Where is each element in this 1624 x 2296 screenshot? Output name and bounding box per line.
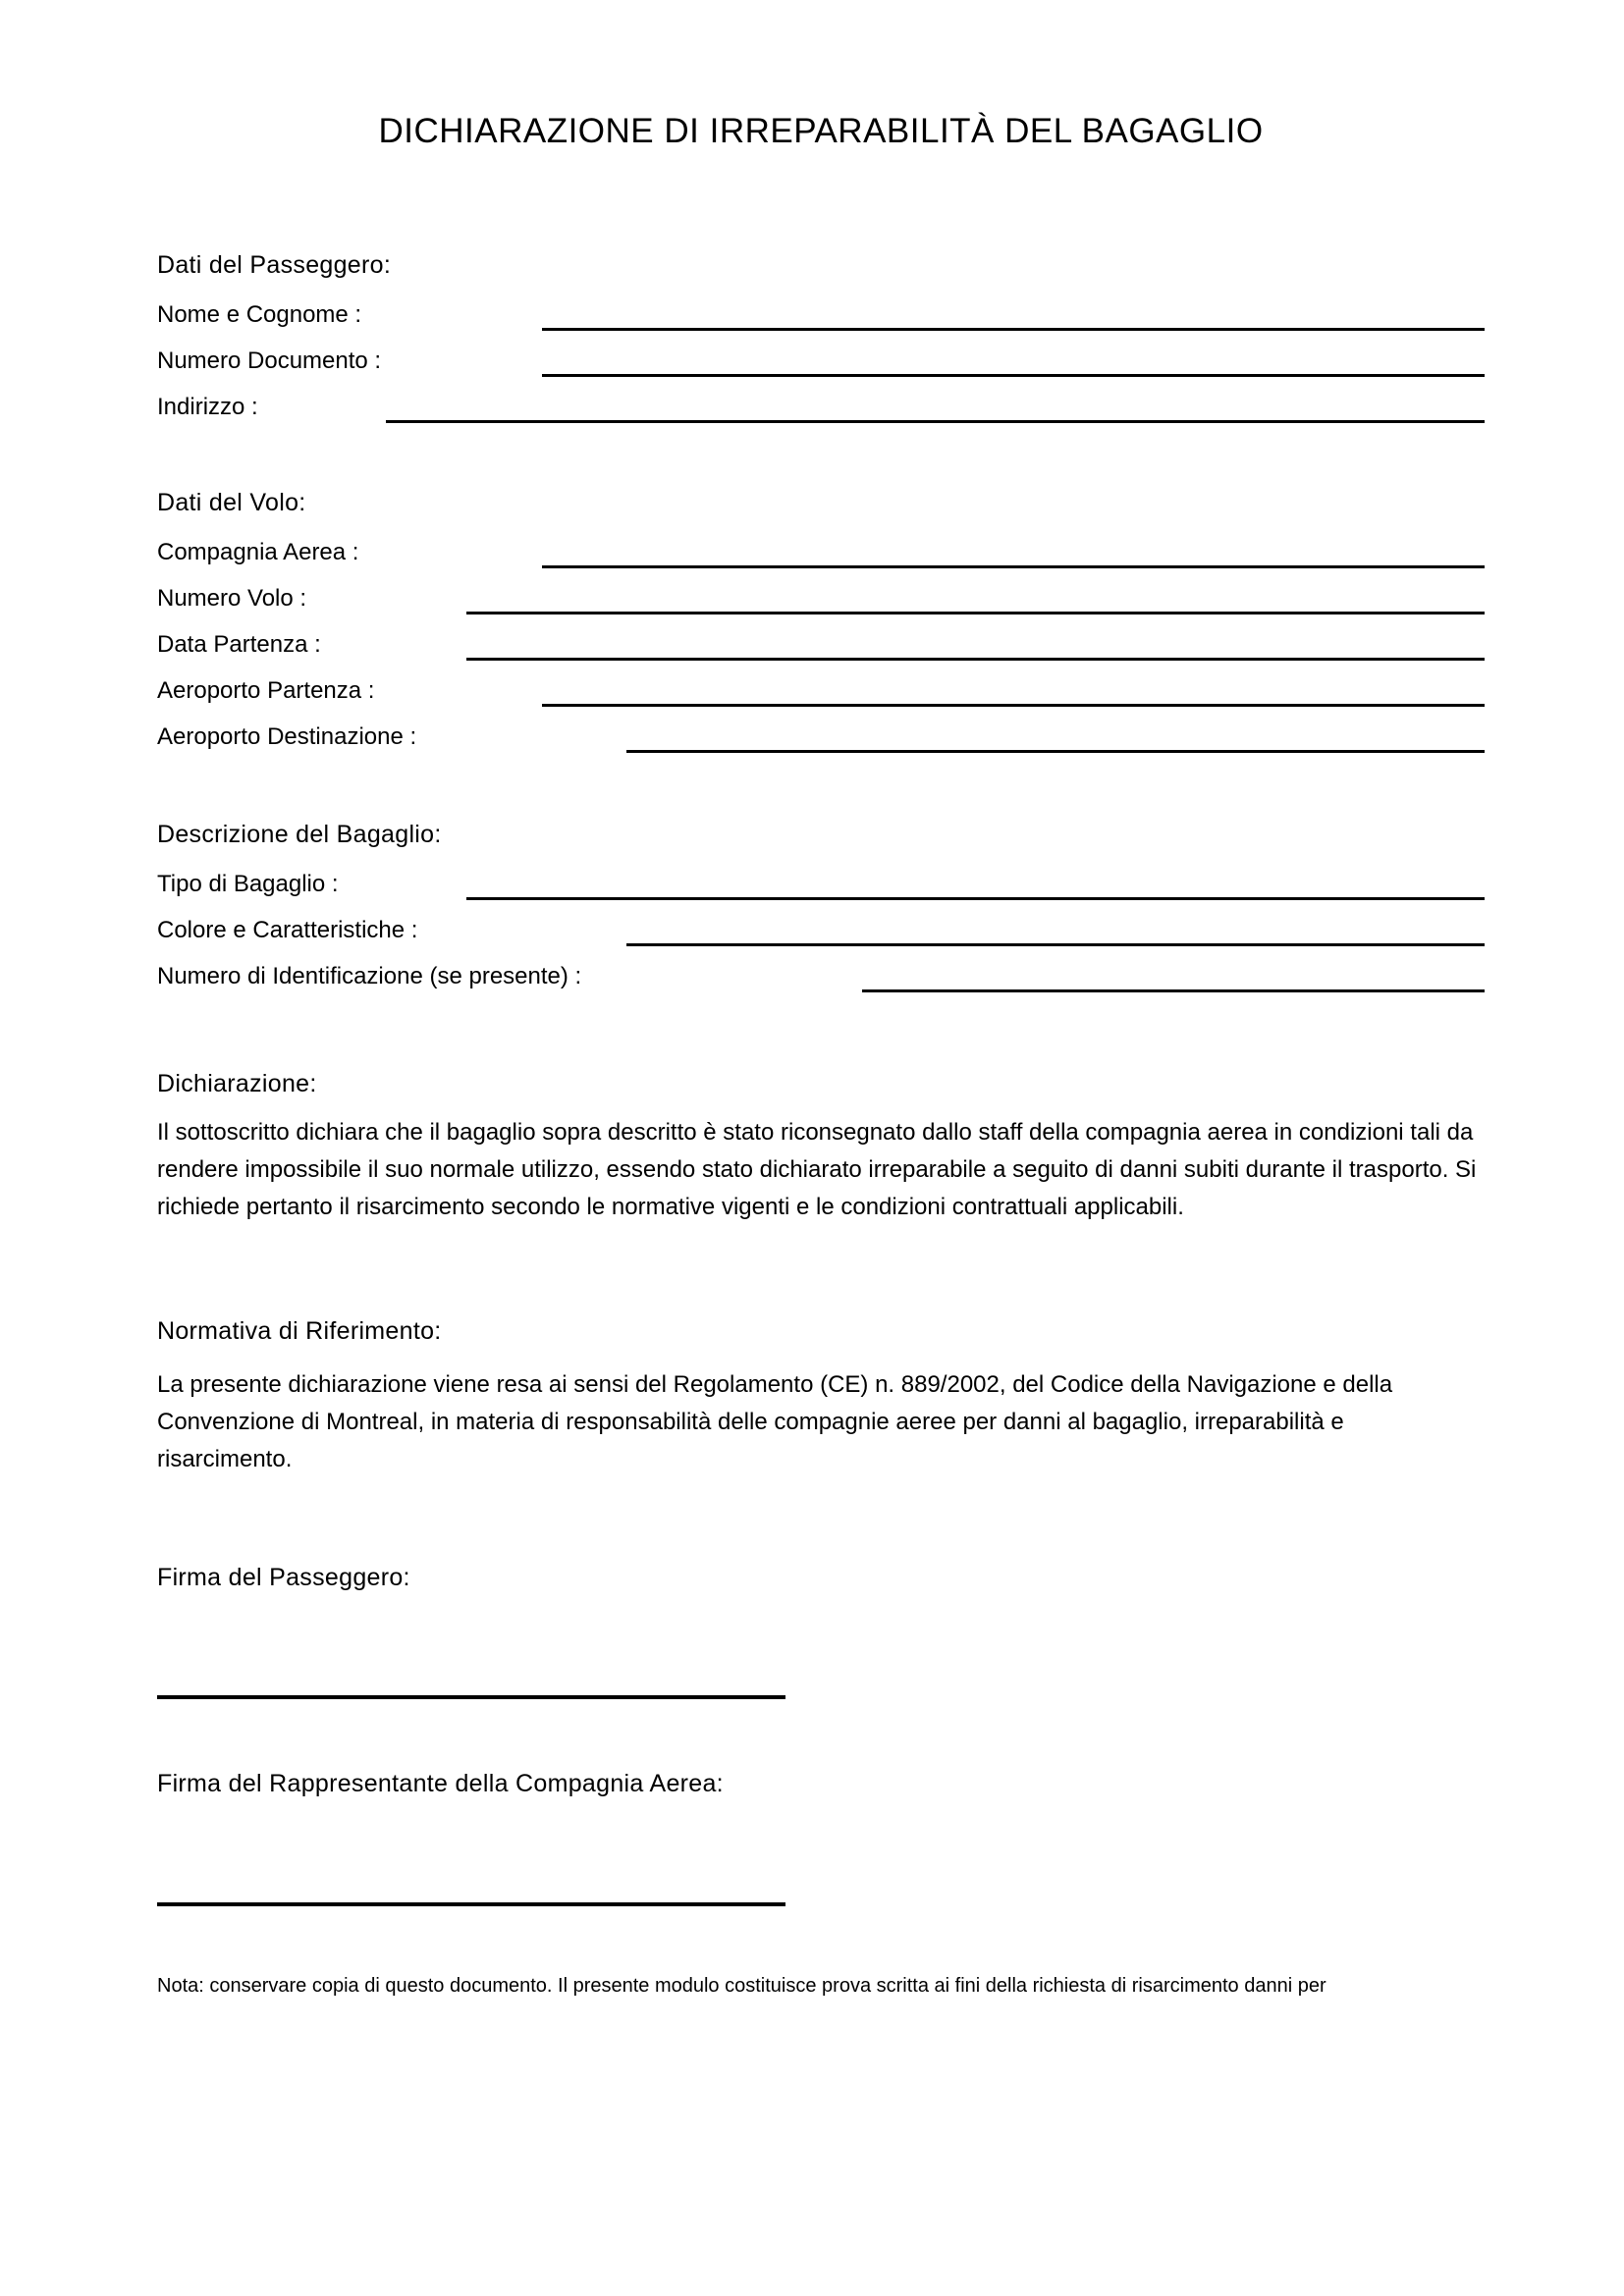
flight-fields [157,522,1485,753]
field-input-line-aeroporto-destinazione[interactable] [626,750,1485,753]
field-label-numero-volo: Numero Volo : [157,585,307,612]
form-field-row-numero-documento [157,331,1485,377]
section-heading-passenger-signature: Firma del Passeggero: [157,1564,410,1591]
form-field-row-tipo-bagaglio [157,854,1485,900]
form-field-row-numero-identificazione [157,946,1485,992]
form-field-row-colore-caratteristiche [157,900,1485,946]
field-label-colore-caratteristiche: Colore e Caratteristiche : [157,917,418,943]
field-input-line-numero-identificazione[interactable] [862,989,1485,992]
section-heading-airline-signature: Firma del Rappresentante della Compagnia Aerea: [157,1770,724,1797]
field-label-aeroporto-destinazione: Aeroporto Destinazione : [157,723,417,750]
passenger-fields [157,285,1485,423]
section-heading-passenger: Dati del Passeggero: [157,251,392,279]
field-label-indirizzo: Indirizzo : [157,394,258,420]
section-passenger-signature [157,1564,1485,1699]
section-heading-declaration: Dichiarazione: [157,1070,317,1097]
airline-signature-line[interactable] [157,1902,785,1906]
form-field-row-aeroporto-partenza [157,661,1485,707]
form-field-row-numero-volo [157,568,1485,614]
field-label-numero-documento: Numero Documento : [157,347,382,374]
document-title: DICHIARAZIONE DI IRREPARABILITÀ DEL BAGAGLIO [378,112,1264,150]
field-label-compagnia-aerea: Compagnia Aerea : [157,539,359,565]
baggage-fields [157,854,1485,992]
form-field-row-aeroporto-destinazione [157,707,1485,753]
section-heading-baggage: Descrizione del Bagaglio: [157,821,442,848]
footnote: Nota: conservare copia di questo documento. Il presente modulo costituisce prova scritta ai fini della richiesta di risarcimento danni per [157,1975,1326,1997]
declaration-text: Il sottoscritto dichiara che il bagaglio sopra descritto è stato riconsegnato dallo staff della compagnia aerea in condizioni tali da rendere impossibile il suo normale utilizzo, essendo stato dichiarato irreparabile a seguito di danni subiti durante il trasporto. Si richiede pertanto il risarcimento secondo le normative vigenti e le condizioni contrattuali applicabili. [157,1119,1477,1220]
form-field-row-compagnia-aerea [157,522,1485,568]
form-field-row-data-partenza [157,614,1485,661]
section-heading-flight: Dati del Volo: [157,489,306,516]
section-airline-signature [157,1770,1485,1906]
field-input-line-indirizzo[interactable] [386,420,1485,423]
form-field-row-nome-cognome [157,285,1485,331]
section-declaration [157,1070,1485,1226]
section-passenger-data [157,251,1485,423]
field-label-tipo-bagaglio: Tipo di Bagaglio : [157,871,339,897]
passenger-signature-line[interactable] [157,1695,785,1699]
section-heading-regulation: Normativa di Riferimento: [157,1317,442,1345]
field-label-numero-identificazione: Numero di Identificazione (se presente) : [157,963,582,989]
field-label-data-partenza: Data Partenza : [157,631,321,658]
form-field-row-indirizzo [157,377,1485,423]
field-label-nome-cognome: Nome e Cognome : [157,301,362,328]
section-flight-data [157,489,1485,753]
regulation-text: La presente dichiarazione viene resa ai sensi del Regolamento (CE) n. 889/2002, del Codice della Navigazione e della Convenzione di Montreal, in materia di responsabilità delle compagnie aeree per danni al bagaglio, irreparabilità e risarcimento. [157,1371,1393,1472]
section-regulation [157,1317,1485,1478]
section-baggage-description [157,821,1485,992]
field-label-aeroporto-partenza: Aeroporto Partenza : [157,677,375,704]
